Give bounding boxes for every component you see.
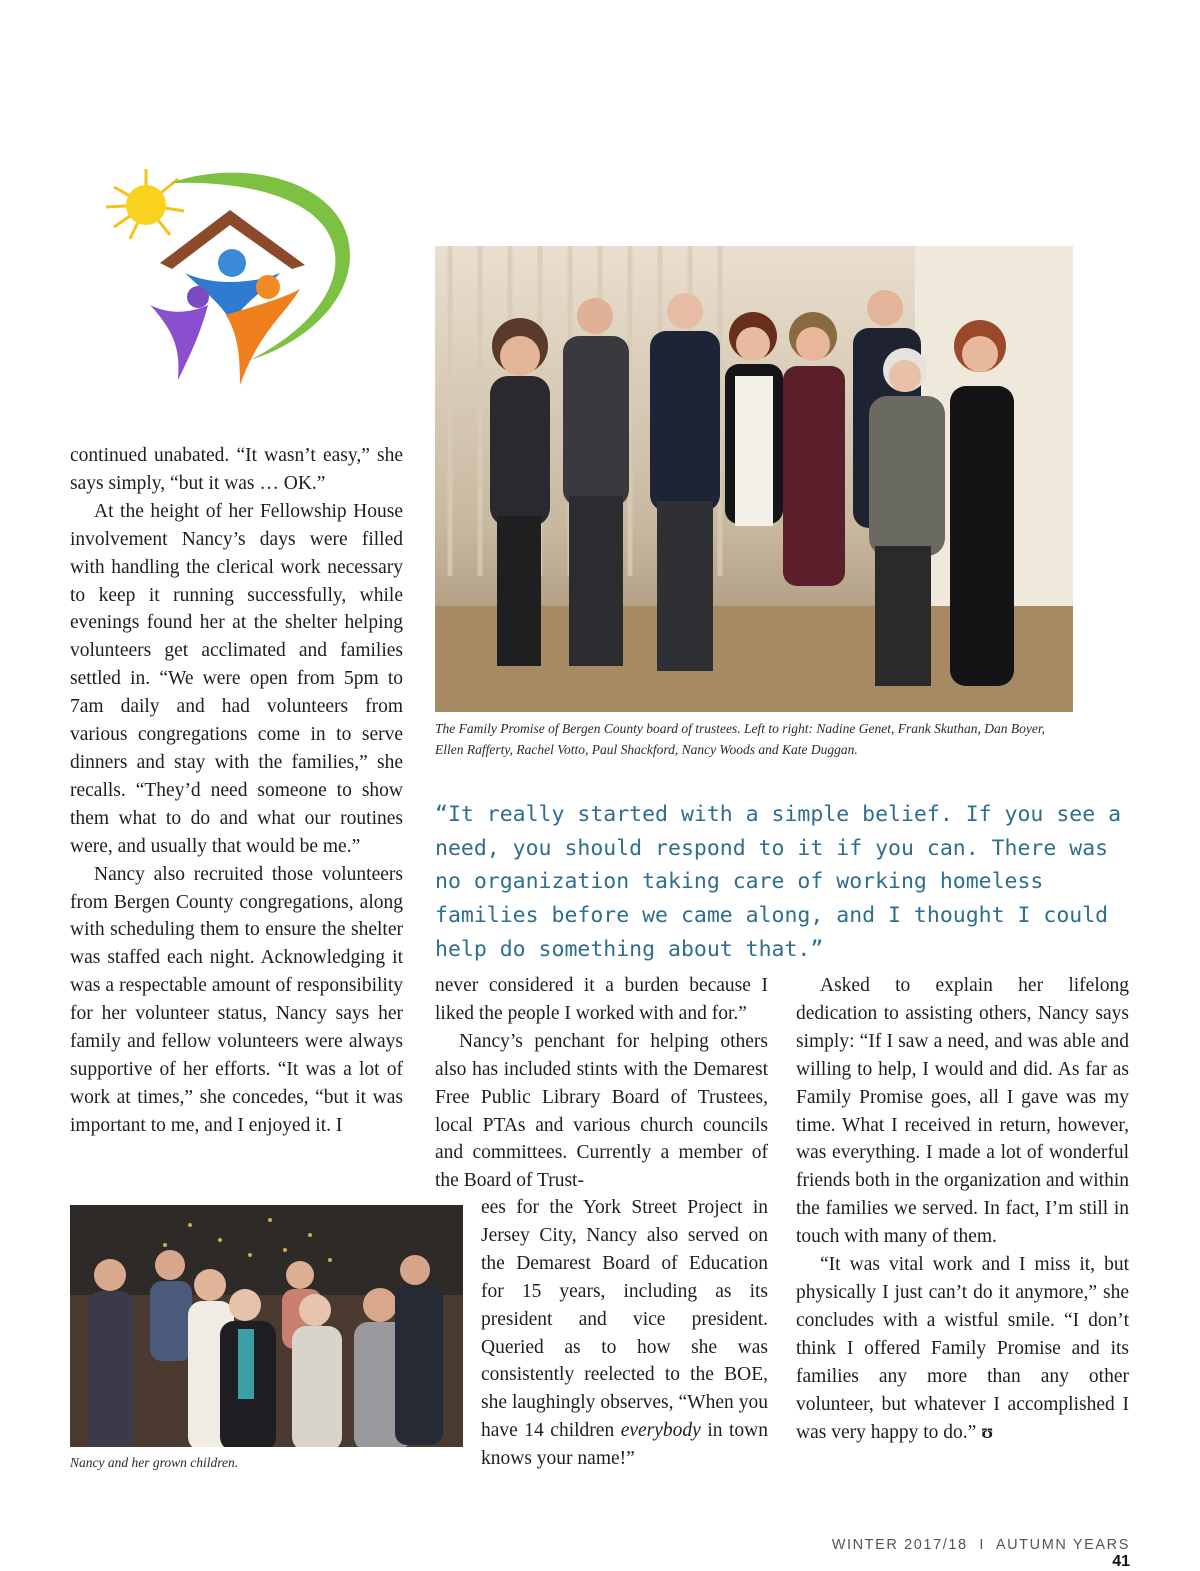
issue-date: WINTER 2017/18 (831, 1537, 968, 1553)
text-run: in town knows your name!” (481, 1420, 768, 1470)
family-promise-logo-icon (100, 165, 360, 397)
emphasized-word: everybody (620, 1420, 701, 1442)
article-column-1 (70, 442, 403, 1140)
text-run: “It was vital work and I miss it, but physically I just can’t do it anymore,” she concludes with a wistful smile. “I don’t think I offered Family Promise and its families any more than any other volunteer, but whatever I accomplished I was very happy to do.” (796, 1254, 1129, 1443)
paragraph: Asked to explain her lifelong dedication to assisting others, Nancy says simply: “If I saw a need, and was able and willing to help, I would and did. As far as Family Promise goes, all I gave was my time. What I received in return, however, was everything. I made a lot of wonderful friends both in the organization and within the families we served. In fact, I’m still in touch with many of them. (796, 975, 1129, 1248)
pull-quote: “It really started with a simple belief. If you see a need, you should respond to it if you can. There was no organization taking care of working homeless families before we came along, and I thought I could help do something about that.” (435, 802, 1122, 962)
article-column-2 (435, 972, 768, 1195)
family-photo (70, 1205, 463, 1447)
end-of-article-mark: ʊ (981, 1421, 994, 1443)
page-footer (800, 1537, 1130, 1571)
article-column-2-continued (481, 1194, 768, 1473)
family-photo-caption: Nancy and her grown children. (70, 1455, 239, 1470)
paragraph: At the height of her Fellowship House involvement Nancy’s days were filled with handling the clerical work necessary to keep it running successfully, while evenings found her at the shelter helping volunteers get acclimated and families settled in. “We were open from 5pm to 7am daily and had volunteers from various congregations come in to serve dinners and stay with the families,” she recalls. “They’d need someone to show them what to do and what our routines were, and usually that would be me.” (70, 500, 403, 857)
article-column-3 (796, 972, 1129, 1446)
board-photo-caption: The Family Promise of Bergen County board of trustees. Left to right: Nadine Genet, Frank Skuthan, Dan Boyer, Ellen Rafferty, Rachel Votto, Paul Shackford, Nancy Woods and Kate Duggan. (435, 721, 1046, 757)
paragraph (796, 1251, 1129, 1446)
paragraph: Nancy’s penchant for helping others also has included stints with the Demarest Free Public Library Board of Trustees, local PTAs and various church councils and committees. Currently a member of the Board of Trust- (435, 1030, 768, 1192)
magazine-title: AUTUMN YEARS (995, 1537, 1130, 1553)
page-number: 41 (1112, 1553, 1130, 1570)
paragraph (481, 1194, 768, 1473)
paragraph: Nancy also recruited those volunteers from Bergen County congregations, along with scheduling them to ensure the shelter was staffed each night. Acknowledging it was a respectable amount of responsibility for her volunteer status, Nancy says her family and fellow volunteers were always supportive of her efforts. “It was a lot of work at times,” she concedes, “but it was important to me, and I enjoyed it. I (70, 863, 403, 1136)
paragraph: continued unabated. “It wasn’t easy,” she says simply, “but it was … OK.” (70, 445, 403, 494)
paragraph: never considered it a burden because I liked the people I worked with and for.” (435, 975, 768, 1024)
text-run: ees for the York Street Project in Jersey City, Nancy also served on the Demarest Board of Education for 15 years, including as its president and vice president. Queried as to how she was consistently reelected to the BOE, she laughingly observes, “When you have 14 children (481, 1197, 768, 1442)
board-of-trustees-photo (435, 246, 1073, 712)
footer-separator: I (979, 1537, 985, 1553)
